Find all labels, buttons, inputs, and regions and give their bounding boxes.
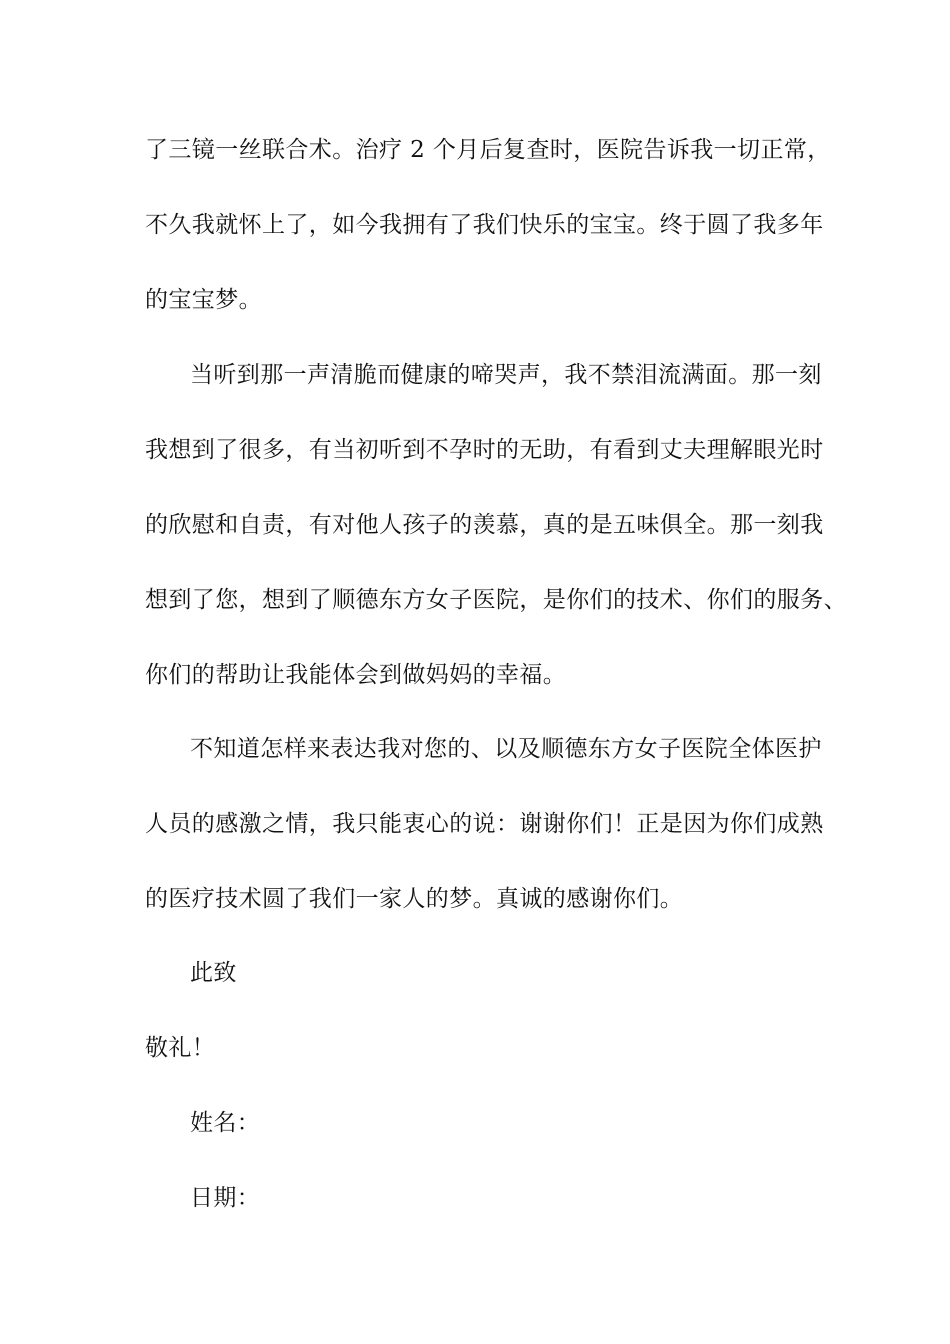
text-line-11: 的医疗技术圆了我们一家人的梦。真诚的感谢你们。 (145, 886, 684, 912)
text-line-10: 人员的感激之情，我只能衷心的说：谢谢你们！正是因为你们成熟 (145, 811, 824, 837)
text-line-6: 的欣慰和自责，有对他人孩子的羡慕，真的是五味俱全。那一刻我 (145, 512, 824, 538)
closing-text: 此致 (190, 960, 237, 986)
text-line-4: 当听到那一声清脆而健康的啼哭声，我不禁泪流满面。那一刻 (190, 362, 822, 388)
salute-text: 敬礼！ (145, 1035, 216, 1061)
name-label: 姓名： (190, 1110, 261, 1136)
text-line-3: 的宝宝梦。 (145, 287, 262, 313)
text-line-5: 我想到了很多，有当初听到不孕时的无助，有看到丈夫理解眼光时 (145, 437, 824, 463)
text-line-2: 不久我就怀上了，如今我拥有了我们快乐的宝宝。终于圆了我多年 (145, 212, 824, 238)
text-line-9: 不知道怎样来表达我对您的、以及顺德东方女子医院全体医护 (190, 736, 822, 762)
text-line-8: 你们的帮助让我能体会到做妈妈的幸福。 (145, 662, 567, 688)
date-label: 日期： (190, 1185, 261, 1211)
text-line-7: 想到了您，想到了顺德东方女子医院，是你们的技术、你们的服务、 (145, 587, 847, 613)
text-line-1: 了三镜一丝联合术。治疗 2 个月后复查时，医院告诉我一切正常， (145, 137, 831, 163)
